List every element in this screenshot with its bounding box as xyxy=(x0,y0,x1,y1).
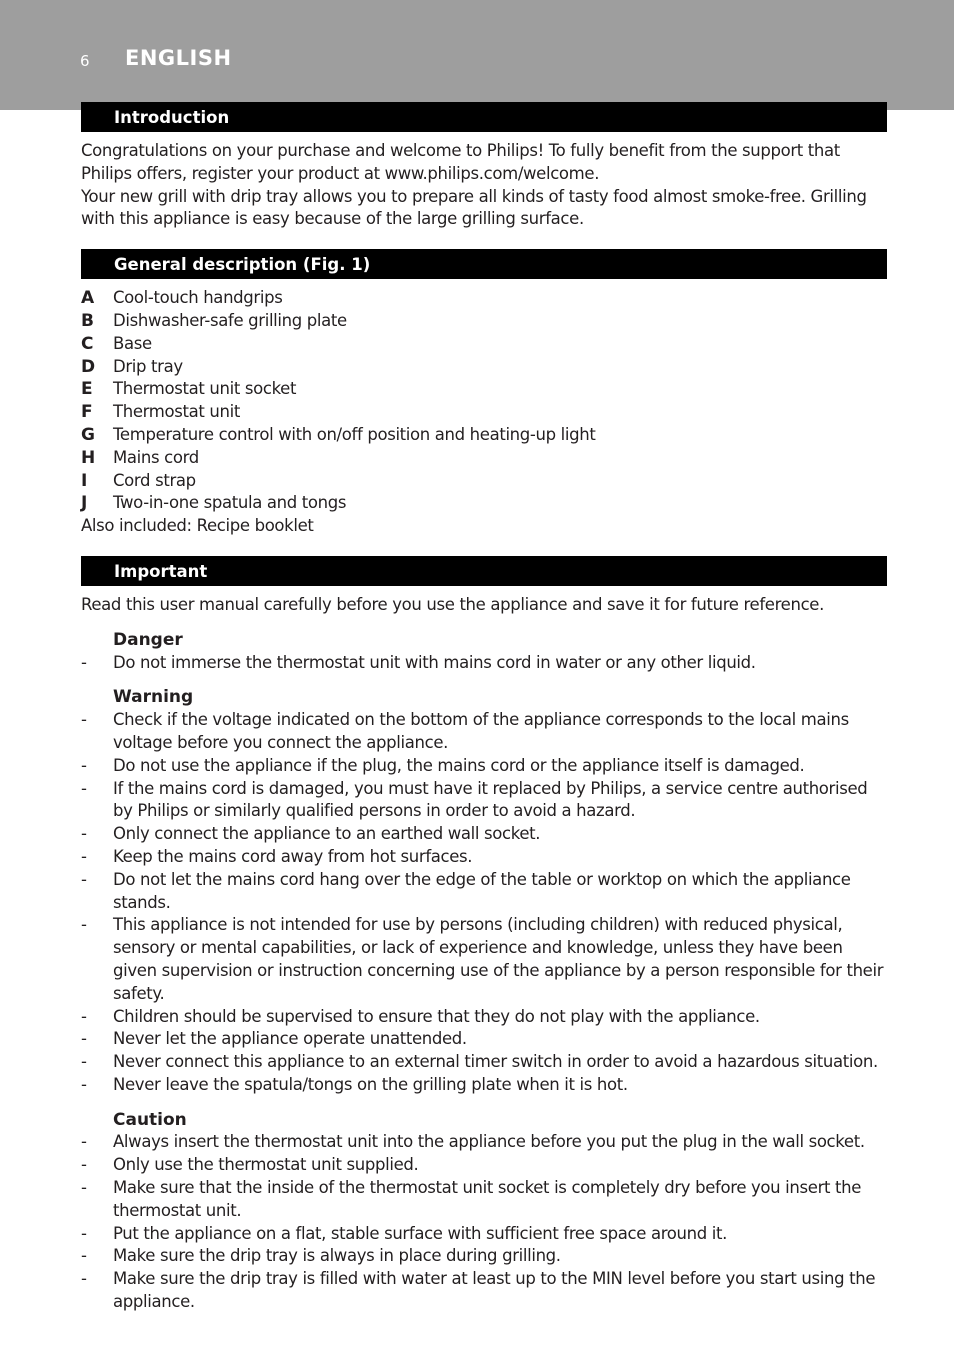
bullet-dash: - xyxy=(81,915,87,935)
parts-list-item xyxy=(81,310,887,333)
part-name: Drip tray xyxy=(113,356,183,376)
bullet-dash: - xyxy=(81,1223,87,1243)
caution-item xyxy=(81,1223,887,1246)
item-text: Do not immerse the thermostat unit with mains cord in water or any other liquid. xyxy=(113,652,756,672)
caution-item xyxy=(81,1131,887,1154)
warning-item xyxy=(81,914,887,1005)
warning-heading: Warning xyxy=(113,687,194,708)
item-text: If the mains cord is damaged, you must have it replaced by Philips, a service centre authorised by Philips or similarly qualified persons in order to avoid a hazard. xyxy=(113,778,868,821)
part-name: Thermostat unit xyxy=(113,402,240,422)
caution-item xyxy=(81,1268,887,1314)
parts-list-item xyxy=(81,424,887,447)
item-text: Always insert the thermostat unit into the appliance before you put the plug in the wall socket. xyxy=(113,1132,865,1152)
part-name: Cool-touch handgrips xyxy=(113,288,283,308)
warning-item xyxy=(81,755,887,778)
section-heading-introduction: Introduction xyxy=(81,102,887,132)
part-name: Base xyxy=(113,333,152,353)
important-intro: Read this user manual carefully before you use the appliance and save it for future reference. xyxy=(81,594,825,614)
item-text: Children should be supervised to ensure that they do not play with the appliance. xyxy=(113,1006,760,1026)
part-name: Two-in-one spatula and tongs xyxy=(113,493,347,513)
warning-item xyxy=(81,869,887,915)
warning-item xyxy=(81,1028,887,1051)
part-letter: E xyxy=(81,379,93,400)
parts-list xyxy=(81,287,887,515)
warning-item xyxy=(81,846,887,869)
bullet-dash: - xyxy=(81,1269,87,1289)
intro-paragraph: Your new grill with drip tray allows you to prepare all kinds of tasty food almost smoke-free. Grilling with this appliance is easy because of the large grilling surface. xyxy=(81,186,867,229)
part-name: Cord strap xyxy=(113,470,196,490)
item-text: Check if the voltage indicated on the bottom of the appliance corresponds to the local mains voltage before you connect the appliance. xyxy=(113,710,849,752)
part-letter: C xyxy=(81,333,94,354)
item-text: Do not let the mains cord hang over the edge of the table or worktop on which the appliance stands. xyxy=(113,869,851,912)
parts-list-item xyxy=(81,470,887,493)
part-letter: D xyxy=(81,356,95,377)
danger-heading: Danger xyxy=(113,629,183,650)
part-letter: A xyxy=(81,288,94,309)
part-name: Mains cord xyxy=(113,447,199,467)
part-name: Thermostat unit socket xyxy=(113,379,297,399)
bullet-dash: - xyxy=(81,1029,87,1049)
bullet-dash: - xyxy=(81,1132,87,1152)
part-letter: G xyxy=(81,424,95,445)
bullet-dash: - xyxy=(81,710,87,730)
caution-item xyxy=(81,1154,887,1177)
item-text: Keep the mains cord away from hot surfaces. xyxy=(113,846,473,866)
caution-item xyxy=(81,1245,887,1268)
bullet-dash: - xyxy=(81,846,87,866)
item-text: Make sure the drip tray is always in place during grilling. xyxy=(113,1246,561,1266)
danger-item xyxy=(81,652,887,675)
bullet-dash: - xyxy=(81,755,87,775)
parts-list-item xyxy=(81,287,887,310)
bullet-dash: - xyxy=(81,1155,87,1175)
caution-item xyxy=(81,1177,887,1223)
bullet-dash: - xyxy=(81,1246,87,1266)
bullet-dash: - xyxy=(81,1178,87,1198)
item-text: Only connect the appliance to an earthed wall socket. xyxy=(113,824,541,844)
item-text: Only use the thermostat unit supplied. xyxy=(113,1155,419,1175)
section-heading-important: Important xyxy=(81,556,887,586)
also-included-note: Also included: Recipe booklet xyxy=(81,516,314,536)
intro-paragraph: Congratulations on your purchase and welcome to Philips! To fully benefit from the support that Philips offers, register your product at www.philips.com/welcome. xyxy=(81,141,840,183)
warning-item xyxy=(81,1051,887,1074)
part-letter: I xyxy=(81,470,87,491)
section-heading-general-description: General description (Fig. 1) xyxy=(81,249,887,279)
bullet-dash: - xyxy=(81,869,87,889)
parts-list-item xyxy=(81,378,887,401)
bullet-dash: - xyxy=(81,824,87,844)
item-text: Never let the appliance operate unattended. xyxy=(113,1029,467,1049)
page-content xyxy=(81,102,887,1314)
part-name: Dishwasher-safe grilling plate xyxy=(113,310,347,330)
item-text: Do not use the appliance if the plug, the mains cord or the appliance itself is damaged. xyxy=(113,755,805,775)
item-text: Make sure the drip tray is filled with water at least up to the MIN level before you start using the appliance. xyxy=(113,1269,876,1312)
warning-item xyxy=(81,823,887,846)
bullet-dash: - xyxy=(81,1074,87,1094)
bullet-dash: - xyxy=(81,1052,87,1072)
part-letter: H xyxy=(81,447,95,468)
item-text: Never leave the spatula/tongs on the grilling plate when it is hot. xyxy=(113,1074,628,1094)
parts-list-item xyxy=(81,356,887,379)
warning-item xyxy=(81,1006,887,1029)
part-letter: B xyxy=(81,310,94,331)
page-number: 6 xyxy=(80,52,90,70)
part-name: Temperature control with on/off position and heating-up light xyxy=(113,424,596,444)
parts-list-item xyxy=(81,492,887,515)
warning-item xyxy=(81,778,887,824)
bullet-dash: - xyxy=(81,778,87,798)
item-text: Make sure that the inside of the thermostat unit socket is completely dry before you insert the thermostat unit. xyxy=(113,1178,862,1220)
caution-heading: Caution xyxy=(113,1109,187,1130)
bullet-dash: - xyxy=(81,652,87,672)
part-letter: F xyxy=(81,402,93,423)
item-text: Never connect this appliance to an external timer switch in order to avoid a hazardous situation. xyxy=(113,1052,878,1072)
warning-item xyxy=(81,1074,887,1097)
item-text: This appliance is not intended for use by persons (including children) with reduced physical, sensory or mental capabilities, or lack of experience and knowledge, unless they have been given supervision or instruction concerning use of the appliance by a person responsible for their safety. xyxy=(113,915,884,1003)
language-heading: ENGLISH xyxy=(125,46,232,70)
warning-item xyxy=(81,709,887,755)
bullet-dash: - xyxy=(81,1006,87,1026)
part-letter: J xyxy=(81,493,87,514)
parts-list-item xyxy=(81,333,887,356)
item-text: Put the appliance on a flat, stable surface with sufficient free space around it. xyxy=(113,1223,728,1243)
parts-list-item xyxy=(81,447,887,470)
parts-list-item xyxy=(81,401,887,424)
